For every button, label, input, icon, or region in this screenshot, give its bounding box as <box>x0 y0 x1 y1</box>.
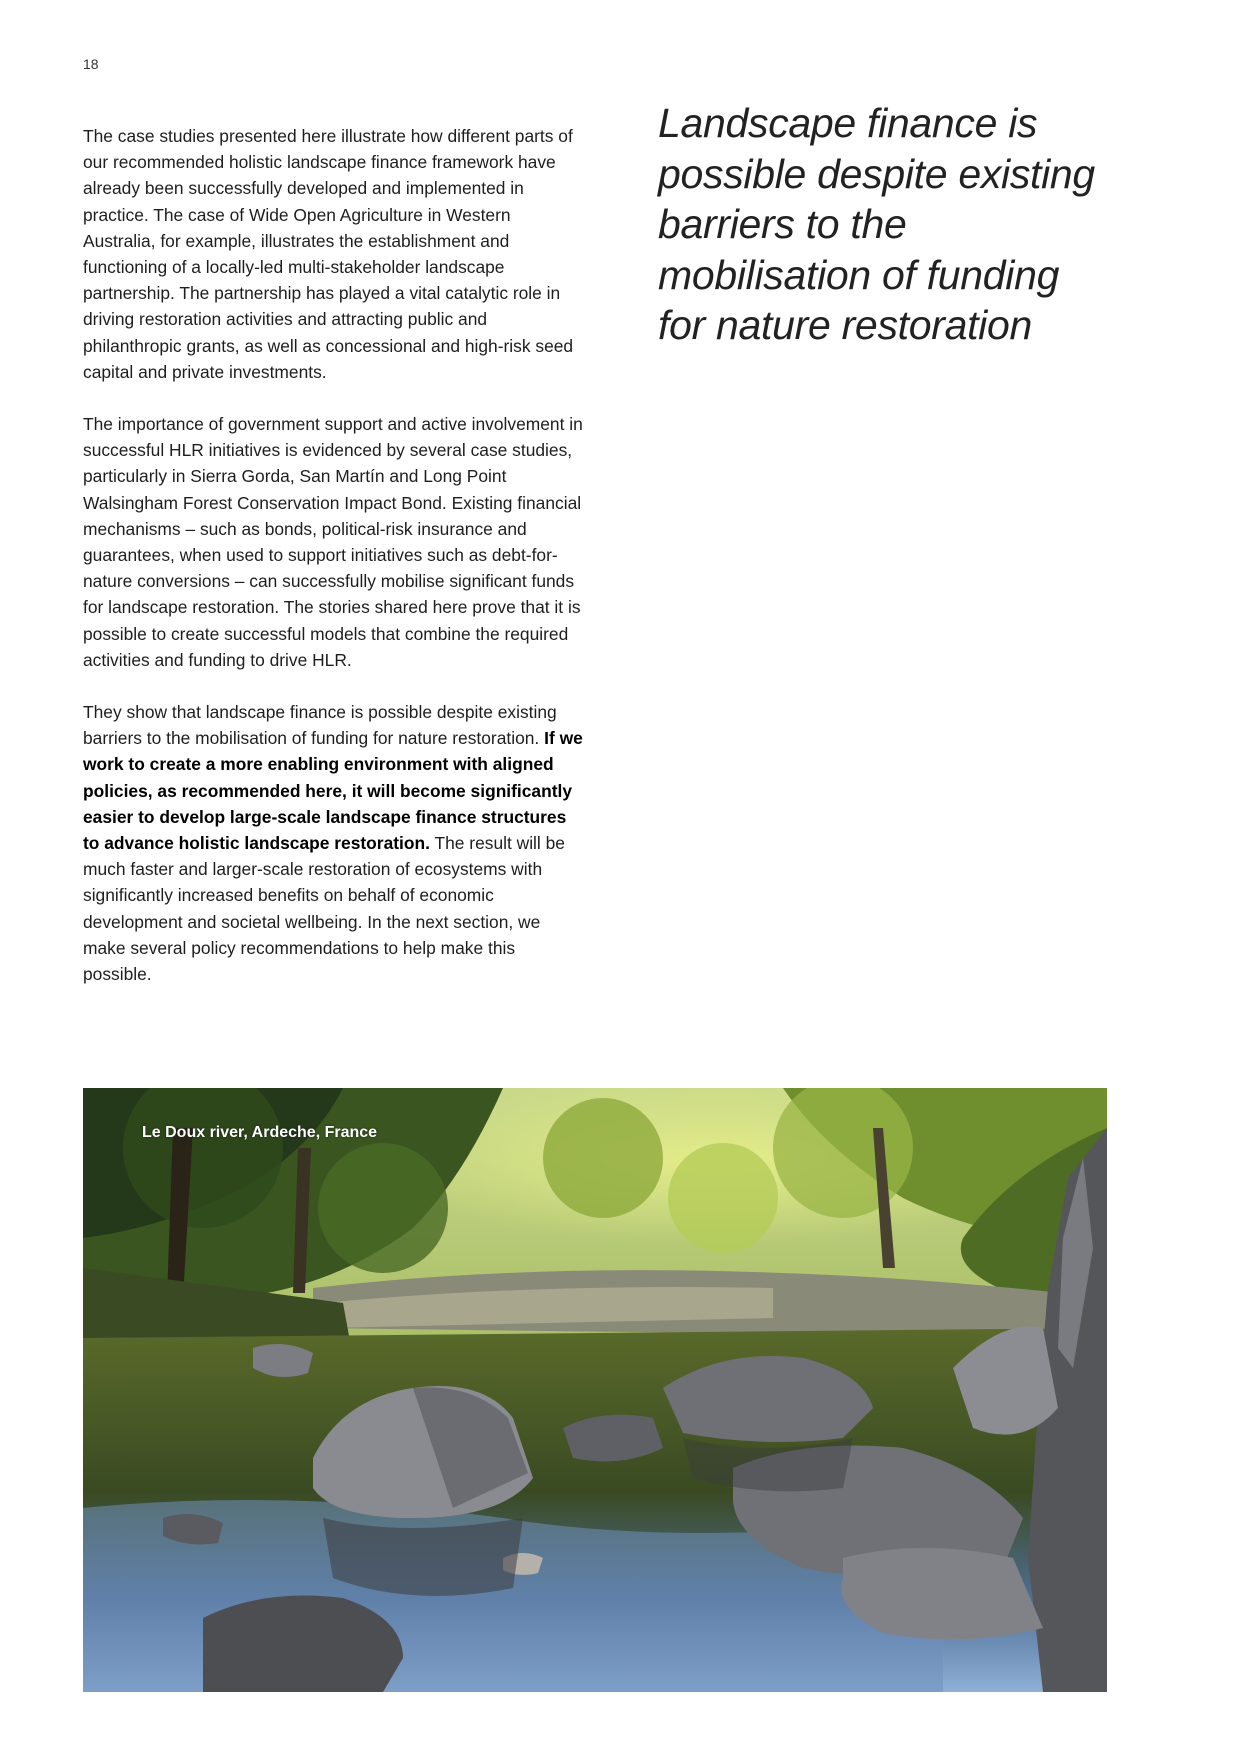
paragraph-government-support: The importance of government support and active involvement in successful HLR initiatives is evidenced by several case studies, particularly in Sierra Gorda, San Martín and Long Point Walsingham Forest Conservation Impact Bond. Existing financial mechanisms – such as bonds, political-risk insurance and guarantees, when used to support initiatives such as debt-for-nature conversions – can successfully mobilise significant funds for landscape restoration. The stories shared here prove that it is possible to create successful models that combine the required activities and funding to drive HLR. <box>83 414 583 670</box>
paragraph-conclusion-end: The result will be much faster and larger-scale restoration of ecosystems with significantly increased benefits on behalf of economic development and societal wellbeing. In the next section, we make several policy recommendations to help make this possible. <box>83 833 565 985</box>
river-photo <box>83 1088 1107 1692</box>
page-number: 18 <box>83 56 99 72</box>
paragraph-conclusion-start: They show that landscape finance is possible despite existing barriers to the mobilisation of funding for nature restoration. <box>83 702 557 749</box>
body-text-column <box>83 123 583 1013</box>
photo-caption: Le Doux river, Ardeche, France <box>142 1124 378 1141</box>
paragraph-conclusion <box>83 699 583 987</box>
pull-quote: Landscape finance is possible despite existing barriers to the mobilisation of funding for nature restoration <box>658 100 1095 348</box>
paragraph-case-studies: The case studies presented here illustrate how different parts of our recommended holistic landscape finance framework have already been successfully developed and implemented in practice. The case of Wide Open Agriculture in Western Australia, for example, illustrates the establishment and functioning of a locally-led multi-stakeholder landscape partnership. The partnership has played a vital catalytic role in driving restoration activities and attracting public and philanthropic grants, as well as concessional and high-risk seed capital and private investments. <box>83 126 574 382</box>
paragraph-conclusion-bold: If we work to create a more enabling environment with aligned policies, as recommended here, it will become significantly easier to develop large-scale landscape finance structures to advance holistic landscape restoration. <box>83 728 583 854</box>
river-photo-illustration <box>83 1088 1107 1692</box>
